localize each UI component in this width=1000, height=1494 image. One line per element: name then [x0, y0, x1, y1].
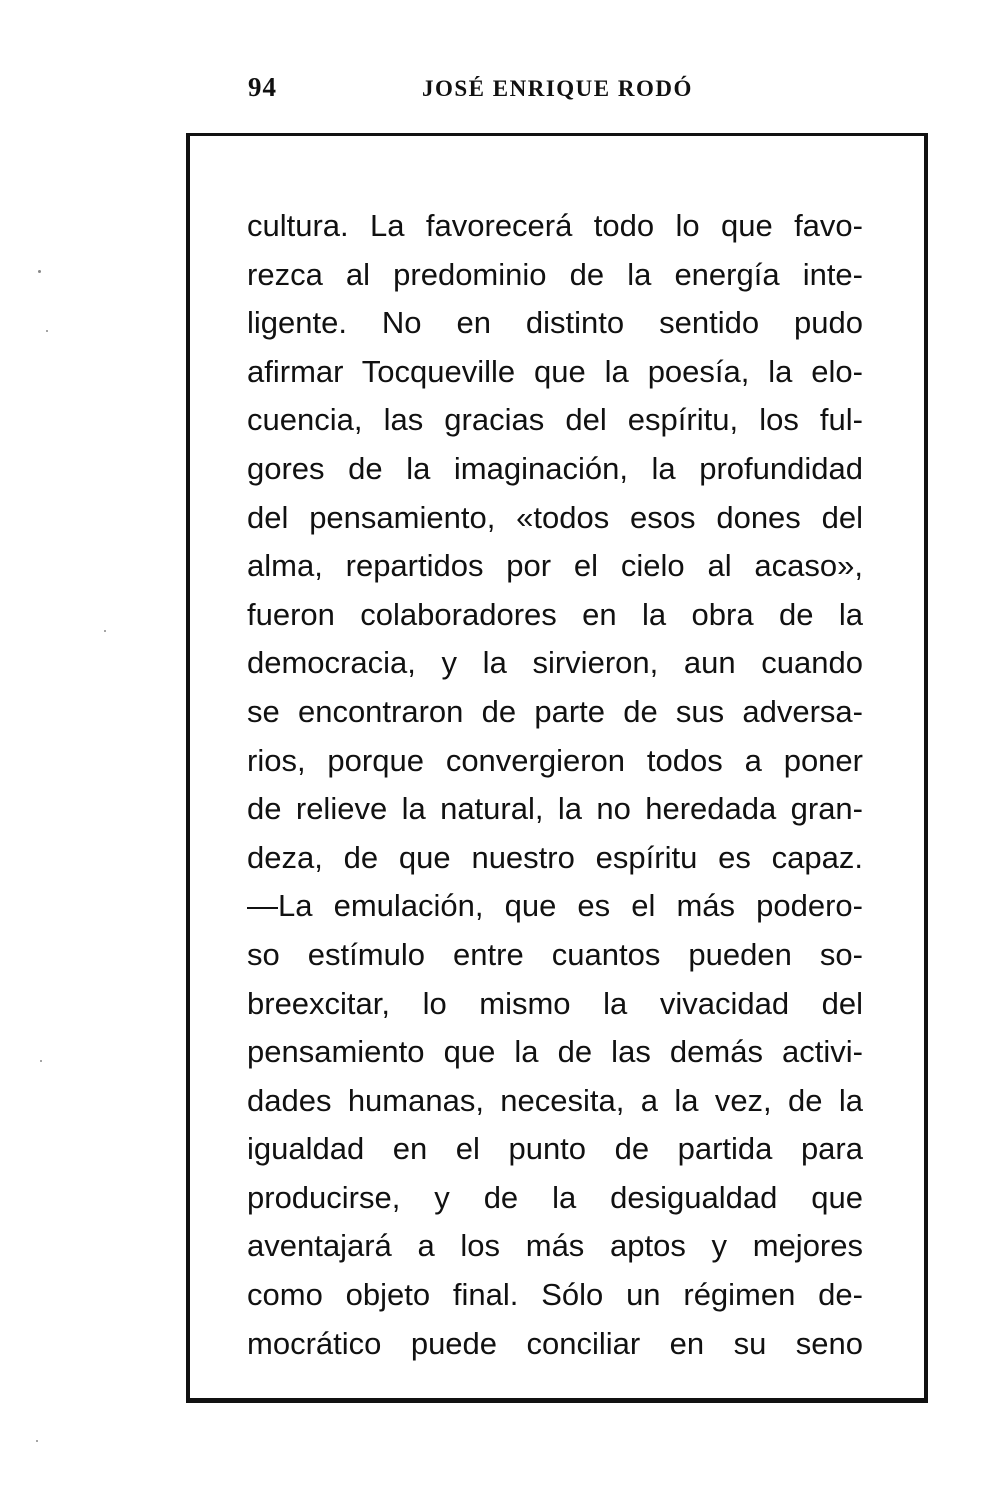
text-line: rios, porque convergieron todos a poner: [247, 742, 863, 778]
text-line: pensamiento que la de las demás activi-: [247, 1034, 863, 1070]
scan-speck: [36, 1440, 38, 1442]
text-line: alma, repartidos por el cielo al acaso»,: [247, 548, 863, 584]
text-line: se encontraron de parte de sus adversa-: [247, 693, 863, 729]
scan-speck: [40, 1060, 42, 1062]
text-line: gores de la imaginación, la profundidad: [247, 450, 863, 486]
text-line: del pensamiento, «todos esos dones del: [247, 499, 863, 535]
text-line: democracia, y la sirvieron, aun cuando: [247, 645, 863, 681]
text-line: ligente. No en distinto sentido pudo: [247, 305, 863, 341]
text-line: mocrático puede conciliar en su seno: [247, 1325, 863, 1361]
text-line: dades humanas, necesita, a la vez, de la: [247, 1082, 863, 1118]
text-line: fueron colaboradores en la obra de la: [247, 596, 863, 632]
text-line: igualdad en el punto de partida para: [247, 1131, 863, 1167]
text-line: cuencia, las gracias del espíritu, los ful-: [247, 402, 863, 438]
text-line: producirse, y de la desigualdad que: [247, 1179, 863, 1215]
page-header: [0, 72, 1000, 112]
text-line: rezca al predominio de la energía inte-: [247, 256, 863, 292]
scan-speck: [38, 270, 41, 273]
text-line: afirmar Tocqueville que la poesía, la elo-: [247, 353, 863, 389]
text-line: de relieve la natural, la no heredada gran-: [247, 791, 863, 827]
text-line: como objeto final. Sólo un régimen de-: [247, 1277, 863, 1313]
text-line: so estímulo entre cuantos pueden so-: [247, 936, 863, 972]
text-line: deza, de que nuestro espíritu es capaz.: [247, 839, 863, 875]
body-text: [247, 202, 863, 1368]
text-line: breexcitar, lo mismo la vivacidad del: [247, 985, 863, 1021]
scan-speck: [104, 630, 106, 632]
running-head: JOSÉ ENRIQUE RODÓ: [422, 76, 693, 101]
text-line: —La emulación, que es el más podero-: [247, 888, 863, 924]
text-line: cultura. La favorecerá todo lo que favo-: [247, 208, 863, 243]
text-line: aventajará a los más aptos y mejores: [247, 1228, 863, 1264]
scan-speck: [46, 330, 48, 332]
page-number: 94: [248, 72, 277, 102]
